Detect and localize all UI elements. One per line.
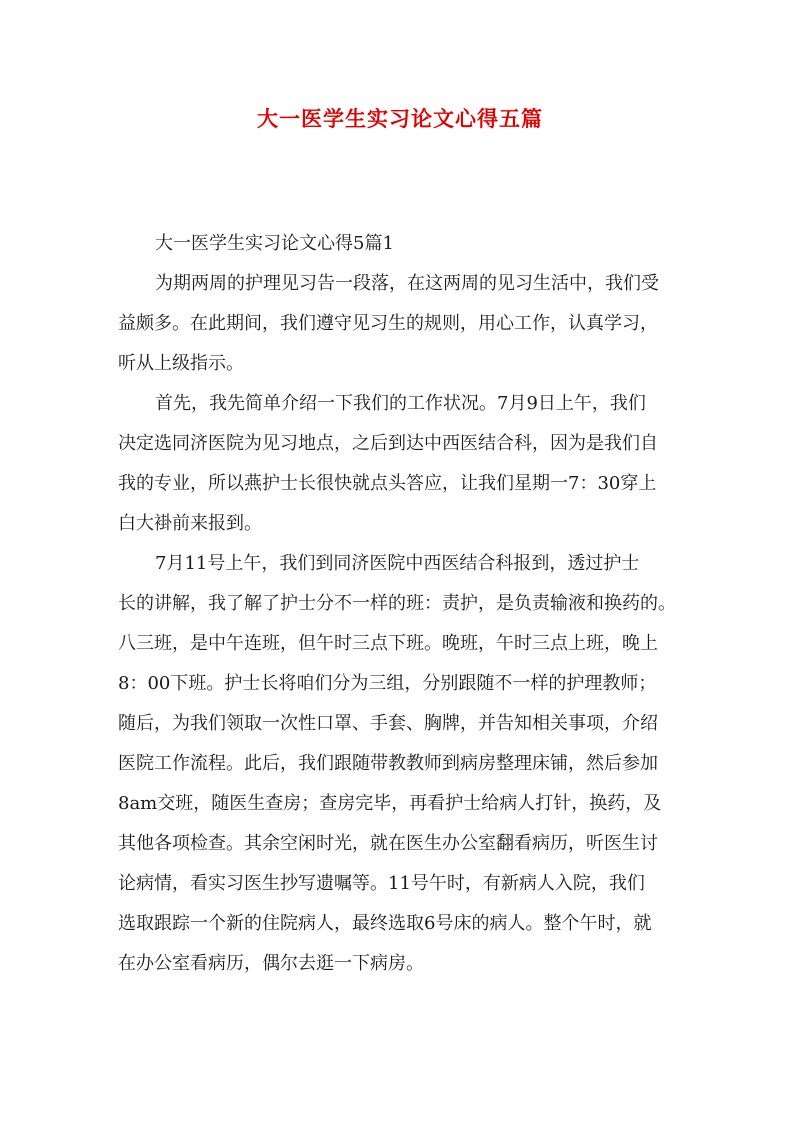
text-line: 为期两周的护理见习告一段落，在这两周的见习生活中，我们受 [155, 273, 659, 294]
text-line: 我的专业，所以燕护士长很快就点头答应，让我们星期一7：30穿上 [118, 473, 657, 494]
text-line: 八三班，是中午连班，但午时三点下班。晚班，午时三点上班，晚上 [118, 633, 658, 654]
text-line: 选取跟踪一个新的住院病人，最终选取6号床的病人。整个午时，就 [118, 913, 652, 934]
text-line: 8：00下班。护士长将咱们分为三组，分别跟随不一样的护理教师； [118, 673, 657, 694]
document-title: 大一医学生实习论文心得五篇 [257, 106, 543, 131]
text-line: 首先，我先简单介绍一下我们的工作状况。7月9日上午，我们 [155, 393, 646, 414]
text-line: 7月11号上午，我们到同济医院中西医结合科报到，透过护士 [155, 553, 640, 574]
text-line: 听从上级指示。 [118, 353, 244, 374]
text-line: 长的讲解，我了解了护士分不一样的班：责护，是负责输液和换药的。 [118, 593, 676, 614]
text-line: 白大褂前来报到。 [118, 513, 262, 534]
paragraph-1 [118, 264, 686, 384]
text-line: 论病情，看实习医生抄写遗嘱等。11号午时，有新病人入院，我们 [118, 873, 645, 894]
text-line: 在办公室看病历，偶尔去逛一下病房。 [118, 953, 424, 974]
paragraph-2 [118, 384, 686, 544]
text-line: 医院工作流程。此后，我们跟随带教教师到病房整理床铺，然后参加 [118, 753, 658, 774]
document-body [118, 264, 686, 984]
paragraph-3 [118, 544, 686, 984]
text-line: 其他各项检查。其余空闲时光，就在医生办公室翻看病历，听医生讨 [118, 833, 658, 854]
text-line: 益颇多。在此期间，我们遵守见习生的规则，用心工作，认真学习， [118, 313, 658, 334]
text-line: 随后，为我们领取一次性口罩、手套、胸牌，并告知相关事项，介绍 [118, 713, 658, 734]
section-heading: 大一医学生实习论文心得5篇1 [155, 233, 394, 254]
text-line: 决定选同济医院为见习地点，之后到达中西医结合科，因为是我们自 [118, 433, 658, 454]
text-line: 8am交班，随医生查房；查房完毕，再看护士给病人打针，换药，及 [118, 793, 662, 814]
